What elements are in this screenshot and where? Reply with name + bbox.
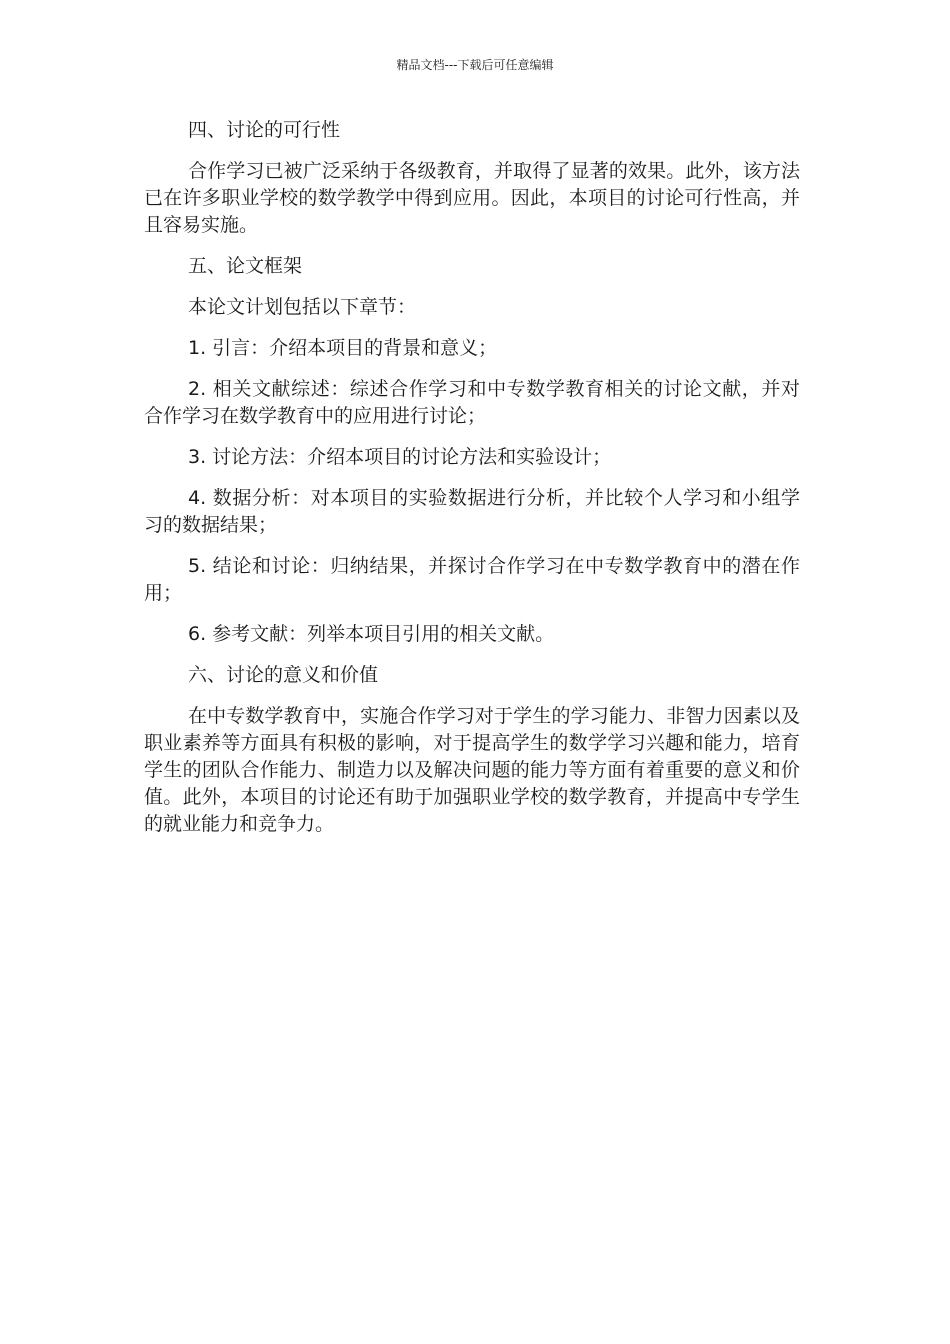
- section-heading-framework: 五、论文框架: [188, 255, 303, 277]
- framework-intro: 本论文计划包括以下章节：: [188, 296, 417, 318]
- page-header: 精品文档---下载后可任意编辑: [396, 58, 554, 72]
- feasibility-paragraph: 合作学习已被广泛采纳于各级教育，并取得了显著的效果。此外，该方法已在许多职业学校的数学教学中得到应用。因此，本项目的讨论可行性高，并且容易实施。: [144, 160, 800, 236]
- chapter-item-3: 3. 讨论方法：介绍本项目的讨论方法和实验设计；: [188, 446, 612, 468]
- document-body: [144, 117, 800, 852]
- chapter-item-5: 5. 结论和讨论：归纳结果，并探讨合作学习在中专数学教育中的潜在作用；: [144, 555, 800, 604]
- section-heading-significance: 六、讨论的意义和价值: [188, 664, 379, 686]
- chapter-item-2: 2. 相关文献综述：综述合作学习和中专数学教育相关的讨论文献，并对合作学习在数学教育中的应用进行讨论；: [144, 378, 800, 427]
- chapter-item-6: 6. 参考文献：列举本项目引用的相关文献。: [188, 623, 555, 645]
- chapter-item-4: 4. 数据分析：对本项目的实验数据进行分析，并比较个人学习和小组学习的数据结果；: [144, 487, 800, 536]
- significance-paragraph: 在中专数学教育中，实施合作学习对于学生的学习能力、非智力因素以及职业素养等方面具有积极的影响，对于提高学生的数学学习兴趣和能力，培育学生的团队合作能力、制造力以及解决问题的能力等方面有着重要的意义和价值。此外，本项目的讨论还有助于加强职业学校的数学教育，并提高中专学生的就业能力和竞争力。: [144, 705, 800, 835]
- chapter-item-1: 1. 引言：介绍本项目的背景和意义；: [188, 337, 498, 359]
- section-heading-feasibility: 四、讨论的可行性: [188, 119, 341, 141]
